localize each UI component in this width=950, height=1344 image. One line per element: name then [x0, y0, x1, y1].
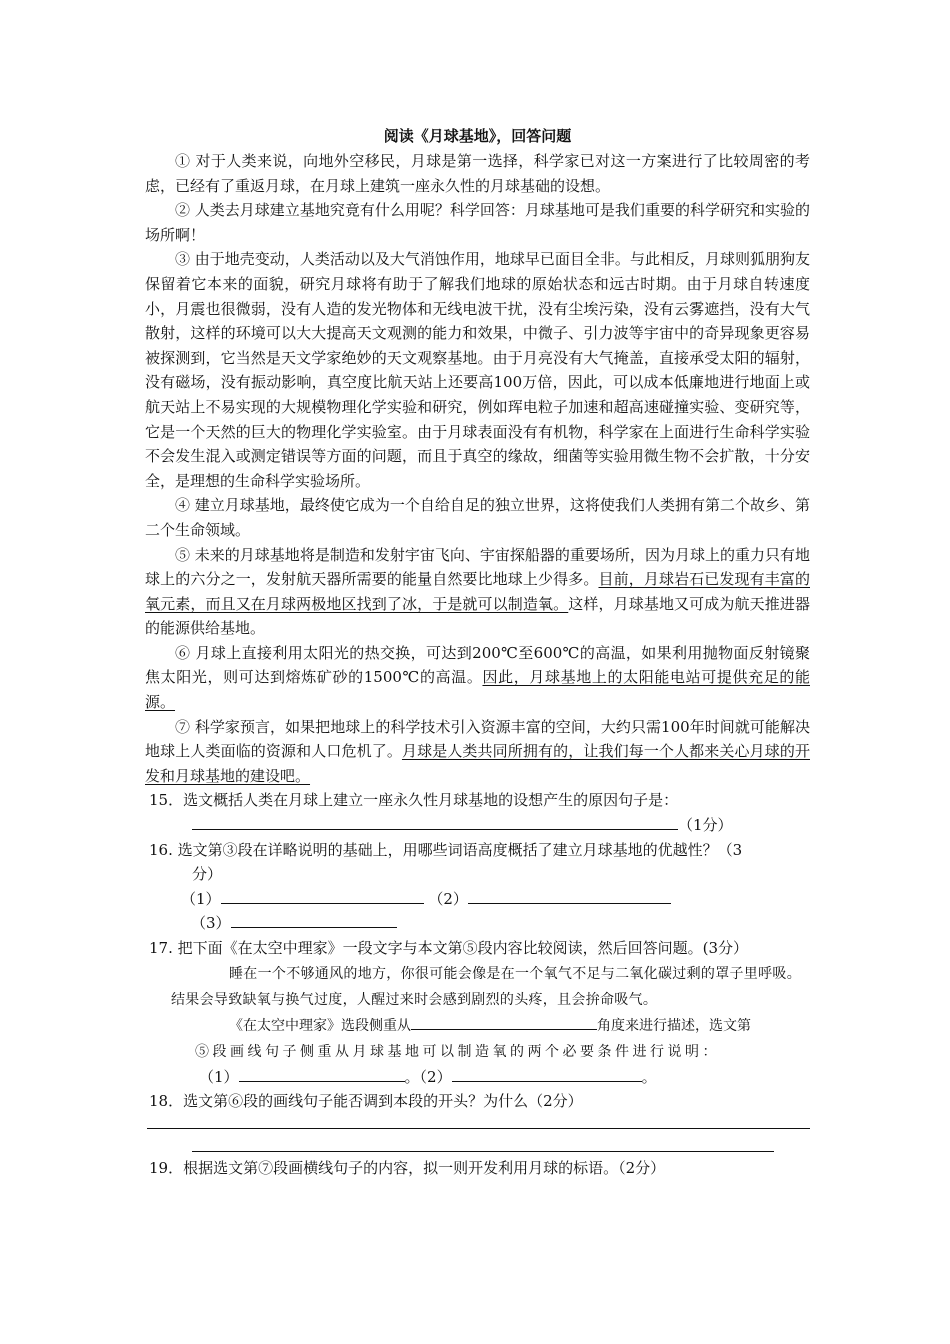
question-17-answers — [145, 1065, 810, 1090]
paragraph-7-text-a: ⑦ 科学家预言，如果把地球上的科学技术引入资源丰富的空间，大约只需100年时间就可能解决地球上人类面临的资源和人口危机了。 — [145, 717, 810, 761]
question-17-ask-b: 角度来进行描述，选文第 — [597, 1017, 751, 1034]
question-17-ask-a: 《在太空中理家》选段侧重从 — [229, 1017, 411, 1034]
answer-label-1: （1） — [181, 889, 221, 908]
question-15 — [145, 788, 810, 813]
answer-blank-angle[interactable] — [411, 1014, 597, 1030]
answer-label-2: （2） — [428, 889, 468, 908]
answer-label-3: （3） — [191, 914, 231, 933]
question-16-text: 16. 选文第③段在详略说明的基础上，用哪些词语高度概括了建立月球基地的优越性？（3 — [149, 840, 743, 859]
question-18 — [145, 1089, 810, 1114]
paragraph-7-underlined: 月球是人类共同所拥有的，让我们每一个人都来关心月球的开发和月球基地的建设吧。 — [145, 742, 810, 785]
question-17-ask-c: ⑤段画线句子侧重从月球基地可以制造氧的两个必要条件进行说明： — [195, 1043, 720, 1060]
paragraph-5 — [145, 543, 810, 641]
answer-blank-2[interactable] — [468, 888, 671, 904]
question-16-answer-3 — [145, 911, 810, 936]
question-17 — [145, 936, 810, 961]
paragraph-6-text-a: ⑥ 月球上直接利用太阳光的热交换，可达到200℃至600℃的高温，如果利用抛物面反射镜聚焦太阳光，则可达到熔炼矿砂的1500℃的高温。 — [145, 643, 810, 687]
paragraph-1: ① 对于人类来说，向地外空移民，月球是第一选择，科学家已对这一方案进行了比较周密的考虑，已经有了重返月球，在月球上建筑一座永久性的月球基础的设想。 — [145, 152, 810, 195]
question-19-text: 19．根据选文第⑦段画横线句子的内容，拟一则开发利用月球的标语。（2分） — [149, 1158, 666, 1177]
answer-separator: 。（2） — [404, 1067, 452, 1086]
paragraph-3: ③ 由于地壳变动，人类活动以及大气消蚀作用，地球早已面目全非。与此相反，月球则狐朋狗友保留着它本来的面貌，研究月球将有助于了解我们地球的原始状态和远古时期。由于月球自转速度小，月震也很微弱，没有人造的发光物体和无线电波干扰，没有尘埃污染，没有云雾遮挡，没有大气散射，这样的环境可以大大提高天文观测的能力和效果，中微子、引力波等宇宙中的奇异现象更容易被探测到，它当然是天文学家绝妙的天文观察基地。由于月亮没有大气掩盖，直接承受太阳的辐射，没有磁场，没有振动影响，真空度比航天站上还要高100万倍，因此，可以成本低廉地进行地面上或航天站上不易实现的大规模物理化学实验和研究，例如珲电粒子加速和超高速碰撞实验、变研究等，它是一个天然的巨大的物理化学实验室。由于月球表面没有有机物，科学家在上面进行生命科学实验不会发生混入或测定错误等方面的问题，而且于真空的缘故，细菌等实验用微生物不会扩散，十分安全，是理想的生命科学实验场所。 — [145, 250, 810, 490]
paragraph-6-underlined: 因此，月球基地上的太阳能电站可提供充足的能源。 — [145, 668, 810, 712]
answer-end: 。 — [641, 1067, 657, 1086]
question-17-quote: 睡在一个不够通风的地方，你很可能会像是在一个氧气不足与二氧化碳过剩的罩子里呼吸。结果会导致缺氧与换气过度，人醒过来时会感到剧烈的头疼，且会拚命吸气。 — [171, 965, 801, 1008]
question-16 — [145, 838, 810, 863]
worksheet — [145, 124, 810, 1180]
paragraph-4: ④ 建立月球基地，最终使它成为一个自给自足的独立世界，这将使我们人类拥有第二个故乡、第二个生命领域。 — [145, 496, 810, 539]
question-16-text-cont: 分） — [192, 865, 223, 884]
question-16-answers-1-2 — [145, 887, 810, 912]
paragraph-5-text-b: 这样，月球基地又可成为航天推进器的能源供给基地。 — [145, 594, 810, 638]
answer-label-1: （1） — [199, 1067, 239, 1086]
question-18-text: 18．选文第⑥段的画线句子能否调到本段的开头？为什么（2分） — [149, 1092, 583, 1111]
paragraph-5-underlined: 目前，月球岩石已发现有丰富的氧元素，而且又在月球两极地区找到了冰，于是就可以制造氧。 — [145, 570, 810, 613]
paragraph-2: ② 人类去月球建立基地究竟有什么用呢？科学回答：月球基地可是我们重要的科学研究和实验的场所啊！ — [145, 201, 810, 244]
question-15-answer-row — [145, 813, 810, 838]
answer-blank-1[interactable] — [239, 1066, 405, 1082]
question-19 — [145, 1156, 810, 1181]
paragraph-7 — [145, 715, 810, 789]
answer-line-1[interactable] — [147, 1114, 810, 1129]
question-17-ask-row — [145, 1013, 810, 1039]
paragraph-6 — [145, 641, 810, 715]
paragraph-5-text-a: ⑤ 未来的月球基地将是制造和发射宇宙飞向、宇宙探船器的重要场所，因为月球上的重力只有地球上的六分之一，发射航天器所需要的能量自然要比地球上少得多。 — [145, 545, 810, 589]
answer-line-2[interactable] — [192, 1129, 774, 1152]
answer-blank-3[interactable] — [231, 912, 397, 928]
question-15-score: （1分） — [678, 816, 733, 835]
page-title: 阅读《月球基地》，回答问题 — [383, 127, 572, 145]
question-15-text: 15．选文概括人类在月球上建立一座永久性月球基地的设想产生的原因句子是： — [149, 791, 679, 810]
answer-blank[interactable] — [192, 814, 678, 830]
answer-blank-2[interactable] — [452, 1066, 642, 1082]
answer-blank-1[interactable] — [221, 888, 424, 904]
question-17-text: 17. 把下面《在太空中理家》一段文字与本文第⑤段内容比较阅读，然后回答问题。(3分） — [149, 939, 749, 957]
